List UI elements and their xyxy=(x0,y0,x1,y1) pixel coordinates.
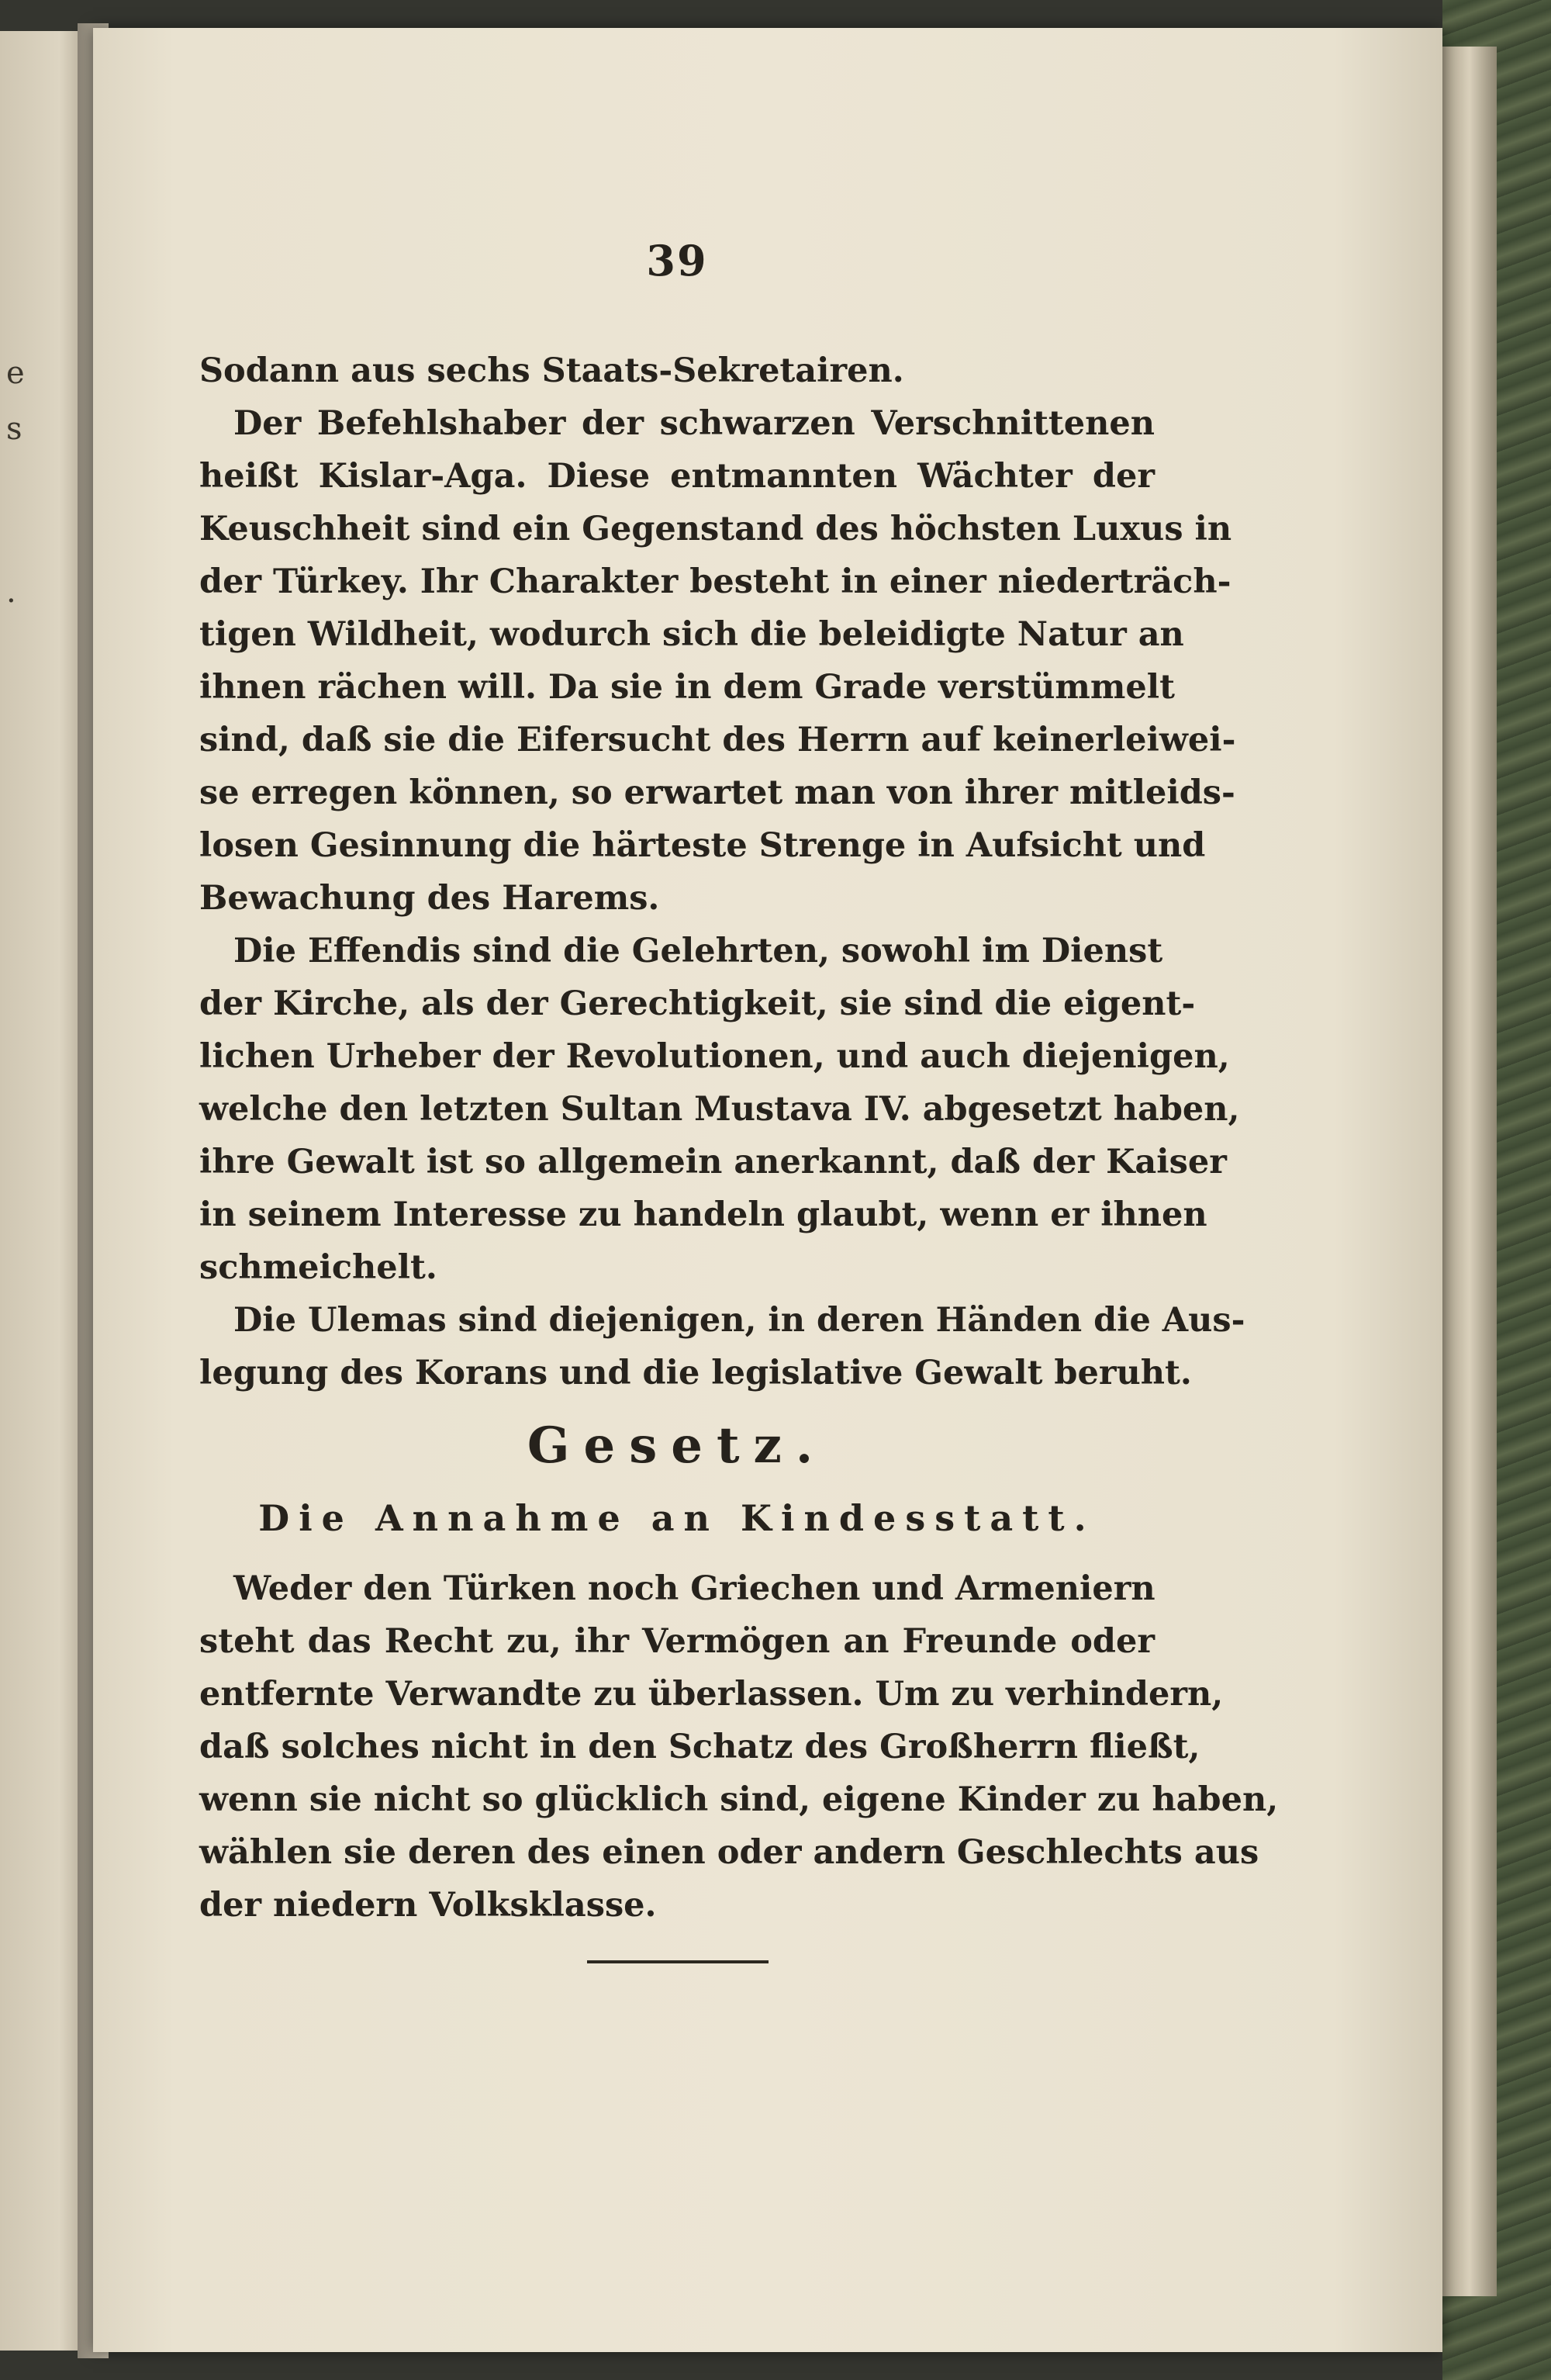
text-line: der Türkey. Ihr Charakter besteht in einer niederträch- xyxy=(199,562,1231,601)
paragraph-adoption xyxy=(199,1562,1279,1932)
intro-line xyxy=(199,344,1155,397)
text-line: welche den letzten Sultan Mustava IV. abgesetzt haben, xyxy=(199,1090,1240,1129)
text-line: sind, daß sie die Eifersucht des Herrn auf keinerleiwei- xyxy=(199,721,1236,759)
text-line: heißt Kislar-Aga. Diese entmannten Wächter der xyxy=(199,457,1155,496)
page-stack-edge xyxy=(1442,47,1497,2296)
paragraph-kislar-aga xyxy=(199,397,1236,925)
text-line: daß solches nicht in den Schatz des Großherrn fließt, xyxy=(199,1728,1200,1766)
section-subheading: Die Annahme an Kindesstatt. xyxy=(258,1497,1096,1539)
text-line: in seinem Interesse zu handeln glaubt, wenn er ihnen xyxy=(199,1195,1207,1234)
text-line: Die Effendis sind die Gelehrten, sowohl im Dienst xyxy=(233,932,1163,970)
text-line: schmeichelt. xyxy=(199,1248,437,1287)
text-line: entfernte Verwandte zu überlassen. Um zu verhindern, xyxy=(199,1675,1224,1714)
text-line: Sodann aus sechs Staats-Sekretairen. xyxy=(199,351,904,390)
text-line: legung des Korans und die legislative Gewalt beruht. xyxy=(199,1354,1192,1392)
text-line: wenn sie nicht so glücklich sind, eigene Kinder zu haben, xyxy=(199,1780,1279,1819)
left-page-mark: s xyxy=(6,411,22,447)
text-line: steht das Recht zu, ihr Vermögen an Freunde oder xyxy=(199,1622,1155,1661)
text-line: Weder den Türken noch Griechen und Armeniern xyxy=(233,1569,1155,1608)
text-line: der niedern Volksklasse. xyxy=(199,1886,657,1925)
paragraph-ulemas xyxy=(199,1294,1245,1399)
text-line: losen Gesinnung die härteste Strenge in Aufsicht und xyxy=(199,826,1206,865)
text-line: Bewachung des Harems. xyxy=(199,879,660,918)
text-line: tigen Wildheit, wodurch sich die beleidigte Natur an xyxy=(199,615,1184,654)
paragraph-effendis xyxy=(199,925,1240,1294)
text-line: ihre Gewalt ist so allgemein anerkannt, daß der Kaiser xyxy=(199,1143,1227,1181)
text-line: Die Ulemas sind diejenigen, in deren Händen die Aus- xyxy=(233,1301,1245,1340)
text-line: ihnen rächen will. Da sie in dem Grade verstümmelt xyxy=(199,668,1175,707)
text-line: der Kirche, als der Gerechtigkeit, sie sind die eigent- xyxy=(199,984,1196,1023)
text-line: se erregen können, so erwartet man von ihrer mitleids- xyxy=(199,773,1235,812)
section-heading: Gesetz. xyxy=(527,1417,827,1475)
left-page-mark: e xyxy=(6,355,25,391)
text-line: wählen sie deren des einen oder andern Geschlechts aus xyxy=(199,1833,1259,1872)
text-line: Keuschheit sind ein Gegenstand des höchsten Luxus in xyxy=(199,510,1232,548)
page-number: 39 xyxy=(646,236,708,285)
book-page xyxy=(93,28,1442,2352)
text-line: Der Befehlshaber der schwarzen Verschnittenen xyxy=(233,404,1155,443)
closing-rule xyxy=(587,1960,769,1963)
text-line: lichen Urheber der Revolutionen, und auch diejenigen, xyxy=(199,1037,1230,1076)
left-page-edge xyxy=(0,31,85,2351)
left-page-mark: . xyxy=(6,574,16,610)
